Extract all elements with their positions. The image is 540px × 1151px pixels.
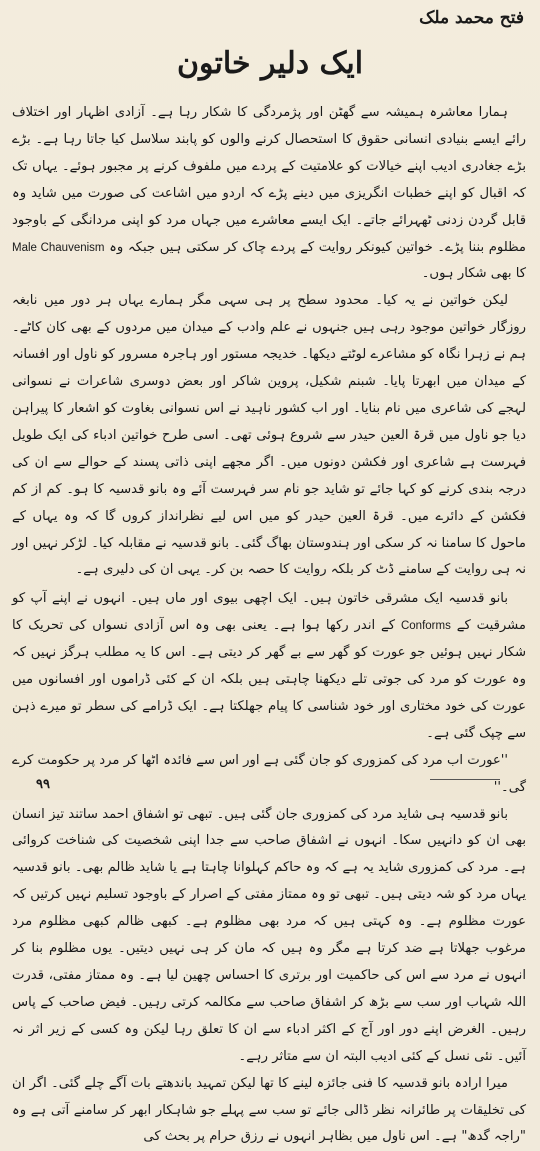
- paragraph-2: لیکن خواتین نے یہ کیا۔ محدود سطح پر ہی سہی مگر ہمارے یہاں ہر دور میں نابغہ روزگار خواتین موجود رہی ہیں جنہوں نے علم وادب کے میدان میں مردوں کے بھی کان کاٹے۔ ہم نے زہرا نگاہ کو مشاعرے لوٹتے دیکھا۔ خدیجہ مستور اور ہاجرہ مسرور کو ناول اور افسانہ کے میدان میں ابھرتا پایا۔ شبنم شکیل، پروین شاکر اور بعض دوسری شاعرات نے نسوانی لہجے کی شاعری میں نام بنایا۔ اور اب کشور ناہید نے اس نسوانی بغاوت کو اشعار کا پیراہن دیا جو ناول میں قرۃ العین حیدر سے شروع ہوئی تھی۔ اسی طرح خواتین ادباء کی ایک طویل فہرست ہے شاعری اور فکشن دونوں میں۔ اگر مجھے اپنی ذاتی پسند کے حوالے سے ان کی درجہ بندی کرنے کو کہا جائے تو شاید جو نام سر فہرست آئے وہ بانو قدسیہ کا ہو۔ کم از کم فکشن کے دائرے میں۔ قرۃ العین حیدر کو میں اس لیے نظرانداز کروں گا کہ وہ یہاں کے ماحول کا سامنا نہ کر سکی اور ہندوستان بھاگ گئی۔ بانو قدسیہ نے مقابلہ کیا۔ لڑکر نہیں اور نہ ہی روایت کے سامنے ڈٹ کر بلکہ روایت کا حصہ بن کر۔ یہی ان کی دلیری ہے۔: [11, 293, 526, 578]
- english-term-male-chauvinism: Male Chauvenism: [12, 241, 105, 254]
- article-title: ایک دلیر خاتون: [176, 46, 364, 81]
- paragraph-1: [12, 100, 526, 288]
- author-name: فتح محمد ملک: [419, 8, 524, 28]
- paragraph-1-text: ہمارا معاشرہ ہمیشہ سے گھٹن اور پژمردگی کا شکار رہا ہے۔ آزادی اظہار اور اختلاف رائے ایسے بنیادی انسانی حقوق کا استحصال کرنے والوں کو پابند سلاسل کیا جاتا رہا ہے۔ بڑے بڑے جغادری ادیب اپنے خیالات کو علامتیت کے پردے میں ملفوف کرنے پر مجبور ہوئے۔ یہاں تک کہ اقبال کو اپنے خطبات انگریزی میں دینے پڑے کہ اردو میں اشاعت کی صورت میں شاید وہ قابل گردن زدنی ٹھہرائے جاتے۔ ایک ایسے معاشرے میں جہاں مرد کو اپنی مردانگی کے باوجود مظلوم بننا پڑے۔ خواتین کیونکر روایت کے پردے چاک کر سکتی ہیں جبکہ وہ: [12, 105, 526, 255]
- paragraph-1-end: کا بھی شکار ہوں۔: [421, 266, 526, 282]
- page-number: ۹۹: [36, 777, 50, 792]
- english-term-conforms: Conforms: [400, 620, 451, 633]
- paragraph-5: میرا ارادہ بانو قدسیہ کا فنی جائزہ لینے کا تھا لیکن تمہید باندھتے بات آگے چلے گئی۔ اگر ان کی تخلیقات پر طائرانہ نظر ڈالی جائے تو سب سے پہلے جو شاہکار ابھر کر سامنے آتی ہے وہ "راجہ گدھ" ہے۔ اس ناول میں بظاہر انہوں نے رزق حرام پر بحث کی: [12, 1075, 526, 1145]
- footer-divider: [430, 779, 500, 794]
- paragraph-4: بانو قدسیہ ہی شاید مرد کی کمزوری جان گئی ہیں۔ تبھی تو اشفاق احمد ساتند تیز انسان بھی ان کو دانہیں سکا۔ انہوں نے اشفاق صاحب سے جدا اپنی شخصیت کی شناخت کروائی ہے۔ مرد کی کمزوری شاید یہ ہے کہ وہ حاکم کہلوانا چاہتا ہے یا شاید ظالم بھی۔ بانو قدسیہ یہاں مرد کو شہ دیتی ہیں۔ تبھی تو وہ ممتاز مفتی کے اصرار کے باوجود تسلیم نہیں کرتیں کہ عورت مظلوم ہے۔ وہ کہتی ہیں کہ مرد بھی مظلوم ہے۔ کبھی ظالم کبھی مظلوم مرد مرغوب جھلاتا ہے ضد کرتا ہے مگر وہ ہیں کہ مان کر ہی نہیں دیتیں۔ یوں مظلوم بنا کر انہوں نے مرد سے اس کی حاکمیت اور برتری کا احساس چھین لیا ہے۔ وہ ممتاز مفتی، قدرت اللہ شہاب اور سب سے بڑھ کر اشفاق صاحب سے مکالمہ کرتی رہیں۔ فیض صاحب کے پاس رہیں۔ الغرض اپنے دور اور آج کے اکثر ادباء سے ان کا تعلق رہا لیکن وہ کسی کے زیر اثر نہ آئیں۔ نئی نسل کے کئی ادیب البتہ ان سے متاثر رہے۔: [12, 806, 526, 1064]
- paragraph-3-rest: کے اندر رکھا ہوا ہے۔ یعنی بھی وہ اس آزادی نسواں کی تحریک کا شکار نہیں ہوئیں جو عورت کو گھر سے بے گھر کر دیتی ہے۔ اس کا یہ مطلب ہرگز نہیں کہ وہ عورت کو مرد کی جوتی تلے دیکھنا چاہتی ہیں بلکہ ان کے کئی ڈراموں اور افسانوں میں عورت کی خود مختاری اور خود شناسی کا پیام جھلکتا ہے۔ ایک ڈرامے کی سطر تو میرے ذہن سے چپک گئی ہے۔: [12, 618, 526, 741]
- paragraph-3-text: بانو قدسیہ ایک مشرقی خاتون ہیں۔ ایک اچھی بیوی اور ماں ہیں۔ انہوں نے اپنے آپ کو مشرقیت کے: [12, 591, 526, 634]
- quote-line: ''عورت اب مرد کی کمزوری کو جان گئی ہے اور اس سے فائدہ اٹھا کر مرد پر حکومت کرے گی۔'': [12, 752, 526, 795]
- paragraph-3: [12, 586, 526, 747]
